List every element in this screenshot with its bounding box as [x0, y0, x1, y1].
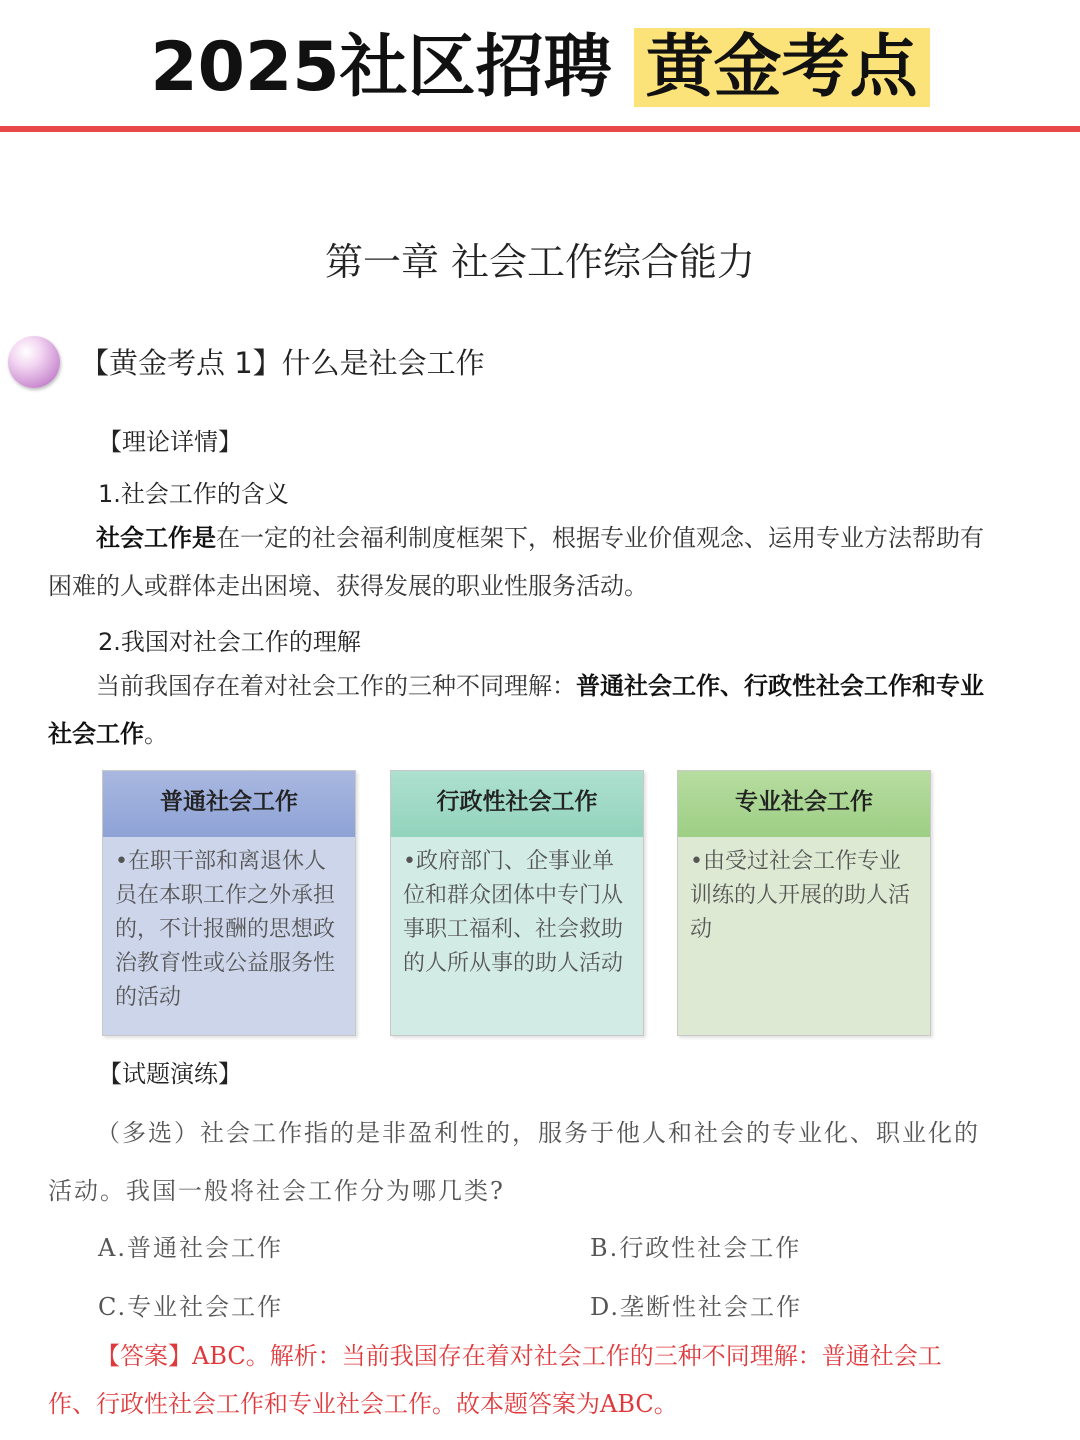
section1-label: 1.社会工作的含义	[98, 480, 289, 508]
section1-lead: 社会工作是	[96, 524, 216, 552]
page-header	[0, 0, 1080, 128]
theory-label: 【理论详情】	[98, 428, 242, 456]
option-c: C.专业社会工作	[98, 1293, 284, 1321]
box-title: 专业社会工作	[678, 771, 930, 837]
section2-tail: 。	[144, 720, 168, 748]
option-b: B.行政性社会工作	[590, 1234, 802, 1262]
page-title	[0, 22, 1080, 114]
section2-label: 2.我国对社会工作的理解	[98, 628, 361, 656]
point-heading: 【黄金考点 1】什么是社会工作	[80, 346, 485, 380]
concept-box-administrative	[390, 770, 644, 1036]
header-divider	[0, 126, 1080, 132]
section2-bold: 普通社会工作、行政性社会工作和专业社会工作	[48, 672, 984, 748]
box-body: •政府部门、企事业单位和群众团体中专门从事职工福利、社会救助的人所从事的助人活动	[403, 849, 624, 976]
concept-box-professional	[677, 770, 931, 1036]
box-body: •由受过社会工作专业训练的人开展的助人活动	[690, 849, 911, 942]
answer-explanation: 【答案】ABC。解析：当前我国存在着对社会工作的三种不同理解：普通社会工作、行政性社会工作和专业社会工作。故本题答案为ABC。	[48, 1342, 942, 1418]
concept-box-general	[102, 770, 356, 1036]
section2-text: 当前我国存在着对社会工作的三种不同理解：	[96, 672, 576, 700]
chapter-title: 第一章 社会工作综合能力	[324, 240, 756, 284]
section2-paragraph	[48, 662, 988, 758]
question-text: （多选）社会工作指的是非盈利性的，服务于他人和社会的专业化、职业化的活动。我国一般将社会工作分为哪几类?	[48, 1119, 980, 1205]
title-text: 2025社区招聘	[150, 28, 612, 107]
box-title: 行政性社会工作	[391, 771, 643, 837]
box-body: •在职干部和离退休人员在本职工作之外承担的，不计报酬的思想政治教育性或公益服务性的活动	[115, 849, 336, 1010]
box-title: 普通社会工作	[103, 771, 355, 837]
title-highlight: 黄金考点	[634, 28, 930, 107]
practice-label: 【试题演练】	[98, 1060, 242, 1088]
sphere-bullet-icon	[8, 336, 60, 388]
section1-paragraph	[48, 514, 988, 610]
option-a: A.普通社会工作	[98, 1234, 283, 1262]
option-d: D.垄断性社会工作	[590, 1293, 803, 1321]
section1-text: 在一定的社会福利制度框架下，根据专业价值观念、运用专业方法帮助有困难的人或群体走出困境、获得发展的职业性服务活动。	[48, 524, 984, 600]
